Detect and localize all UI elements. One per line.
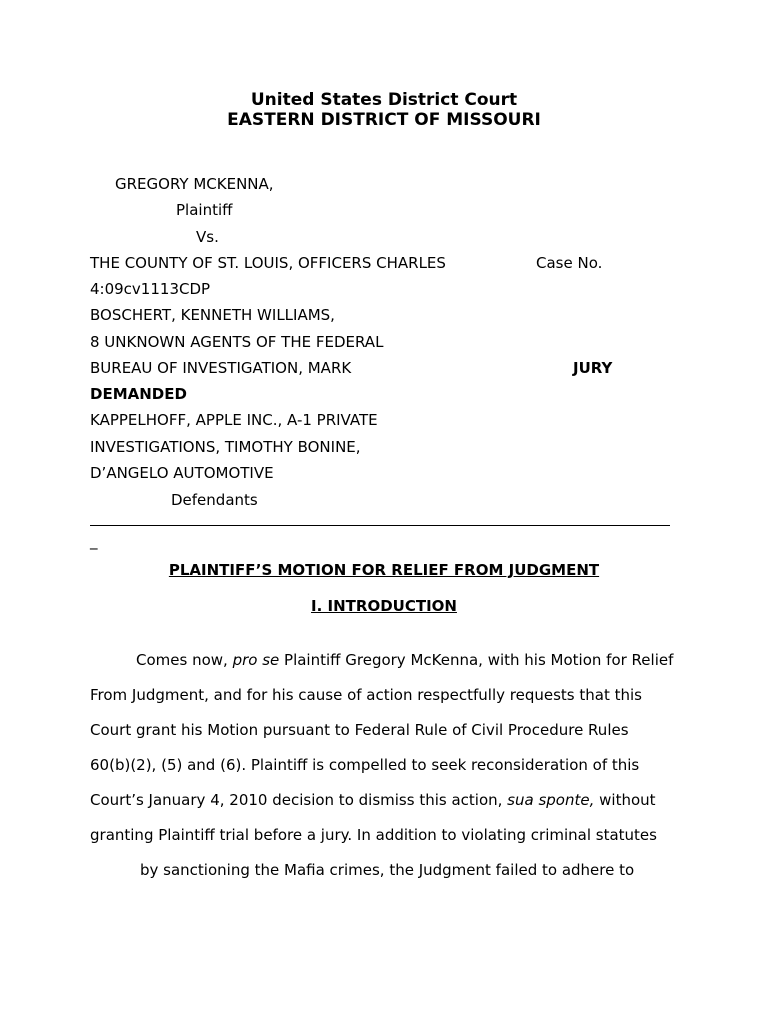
court-name: United States District Court: [250, 90, 518, 110]
body-italic: pro se: [232, 651, 280, 669]
caption-divider: [90, 525, 670, 526]
plaintiff-role: Plaintiff: [176, 201, 233, 219]
body-line: [136, 651, 673, 669]
body-line: [90, 721, 629, 739]
body-line: [90, 826, 657, 844]
jury-label: JURY: [573, 359, 613, 377]
court-district: EASTERN DISTRICT OF MISSOURI: [227, 110, 541, 130]
case-number: 4:09cv1113CDP: [90, 280, 211, 298]
motion-title: PLAINTIFF’S MOTION FOR RELIEF FROM JUDGMENT: [168, 561, 600, 579]
body-text: From Judgment, and for his cause of action respectfully requests that this: [90, 686, 642, 704]
defendants-role: Defendants: [171, 491, 258, 509]
body-line: [90, 756, 639, 774]
body-text: Comes now,: [136, 651, 233, 669]
body-text: by sanctioning the Mafia crimes, the Judgment failed to adhere to: [140, 861, 635, 879]
body-italic: sua sponte,: [507, 791, 595, 809]
body-line: [140, 861, 634, 879]
case-no-label: Case No.: [536, 254, 603, 272]
body-text: 60(b)(2), (5) and (6). Plaintiff is compelled to seek reconsideration of this: [90, 756, 640, 774]
defendants-line: KAPPELHOFF, APPLE INC., A-1 PRIVATE: [90, 411, 378, 429]
demanded-label: DEMANDED: [90, 385, 187, 403]
defendants-line: THE COUNTY OF ST. LOUIS, OFFICERS CHARLES: [90, 254, 446, 272]
defendants-line: INVESTIGATIONS, TIMOTHY BONINE,: [90, 438, 361, 456]
defendants-line: BUREAU OF INVESTIGATION, MARK: [90, 359, 352, 377]
body-text: Plaintiff Gregory McKenna, with his Motion for Relief: [279, 651, 674, 669]
section-heading: I. INTRODUCTION: [311, 597, 457, 615]
body-text: Court’s January 4, 2010 decision to dismiss this action,: [90, 791, 508, 809]
trailing-dash: _: [90, 532, 98, 550]
defendants-line: 8 UNKNOWN AGENTS OF THE FEDERAL: [90, 333, 384, 351]
body-line: [90, 791, 656, 809]
body-text: without: [594, 791, 656, 809]
body-text: Court grant his Motion pursuant to Federal Rule of Civil Procedure Rules: [90, 721, 629, 739]
body-text: granting Plaintiff trial before a jury. In addition to violating criminal statutes: [90, 826, 657, 844]
versus-label: Vs.: [196, 228, 219, 246]
plaintiff-name: GREGORY MCKENNA,: [115, 175, 274, 193]
defendants-line: BOSCHERT, KENNETH WILLIAMS,: [90, 306, 335, 324]
defendants-line: D’ANGELO AUTOMOTIVE: [90, 464, 274, 482]
body-line: [90, 686, 642, 704]
